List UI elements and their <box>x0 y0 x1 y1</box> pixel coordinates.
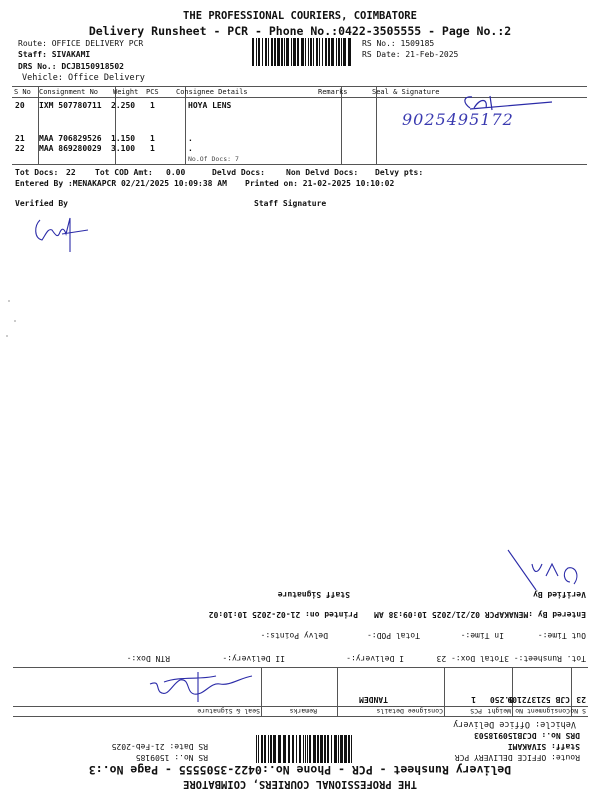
table-bottom-rule <box>12 164 587 165</box>
total-dox: Total Dox:- 23 <box>436 654 504 663</box>
scan-speck <box>6 335 8 337</box>
barcode-bar <box>299 735 301 763</box>
barcode <box>252 735 352 763</box>
table-top-rule <box>13 716 588 717</box>
cell-pcs: 1 <box>150 134 155 143</box>
cell-consignee: . <box>188 144 193 153</box>
runsheet-subtitle: Delivery Runsheet - PCR - Phone No.:0422-3505555 - Page No.:2 <box>88 24 512 38</box>
cell-sno: 20 <box>15 101 25 110</box>
barcode-bar <box>322 38 323 66</box>
ii-delivery: II Delivery:- <box>222 654 285 663</box>
barcode-bar <box>334 735 337 763</box>
cell-weight: 1.150 <box>111 134 136 143</box>
barcode-bar <box>252 38 254 66</box>
verified-by-label: Verified By <box>533 590 586 599</box>
col-header-consignment: Consignment No <box>515 707 570 715</box>
cell-sno: 23 <box>576 695 586 704</box>
barcode-bar <box>341 38 342 66</box>
barcode-bar <box>344 735 347 763</box>
rs-date: RS Date: 21-Feb-2025 <box>362 50 459 59</box>
barcode-bar <box>292 735 294 763</box>
barcode-bar <box>296 735 297 763</box>
cell-weight: 0.250 <box>489 695 514 704</box>
verifier-signature-mark <box>506 546 586 594</box>
col-header-consignee: Consignee Details <box>376 707 443 715</box>
verified-by-label: Verified By <box>15 199 68 208</box>
col-divider <box>261 668 262 716</box>
table-bottom-rule <box>13 667 588 668</box>
delvd-docs-label: Delvd Docs: <box>212 168 265 177</box>
col-header-remarks: Remarks <box>289 707 317 715</box>
cell-consignee: . <box>188 134 193 143</box>
barcode-bar <box>261 735 263 763</box>
barcode-bar <box>343 38 346 66</box>
staff-signature-label: Staff Signature <box>254 199 327 208</box>
col-header-consignment: Consignment No <box>39 88 99 96</box>
col-header-sno: S No <box>14 88 31 96</box>
cell-consignee: HOYA LENS <box>188 101 232 110</box>
col-header-sno: S No <box>570 707 586 715</box>
barcode-bar <box>319 38 320 66</box>
cell-pcs: 1 <box>471 695 476 704</box>
in-time: In Time:- <box>460 631 504 640</box>
cell-pcs: 1 <box>150 101 155 110</box>
printed-on: Printed on: 21-02-2025 10:10:02 <box>245 179 395 188</box>
out-time: Out Time:- <box>537 631 586 640</box>
barcode-bar <box>256 735 257 763</box>
staff-label: Staff: SIVAKAMI <box>507 742 580 751</box>
barcode-bar <box>288 735 290 763</box>
barcode-bar <box>293 38 296 66</box>
barcode-bar <box>258 735 259 763</box>
barcode-bar <box>291 38 292 66</box>
barcode-bar <box>273 735 276 763</box>
barcode-bar <box>264 735 266 763</box>
cell-consignment: CJB 521372109 <box>507 695 570 704</box>
barcode-bar <box>271 38 273 66</box>
col-header-seal-signature: Seal & Signature <box>372 88 440 96</box>
barcode-bar <box>278 735 281 763</box>
col-divider <box>341 87 342 164</box>
barcode-bar <box>331 735 332 763</box>
scan-speck <box>14 320 16 322</box>
non-delvd-docs-label: Non Delvd Docs: <box>286 168 359 177</box>
barcode-bar <box>303 735 304 763</box>
i-delivery: I Delivery:- <box>346 654 404 663</box>
barcode-bar <box>316 38 318 66</box>
vehicle-label: Vehicle: Office Delivery <box>22 73 145 83</box>
col-header-remarks: Remarks <box>318 88 348 96</box>
rs-number: RS No.: 1509185 <box>135 753 208 762</box>
cell-consignment: MAA 706829526 <box>39 134 102 143</box>
barcode-bar <box>283 735 286 763</box>
col-header-seal-signature: Seal & Signature <box>197 707 260 715</box>
barcode-bar <box>265 38 267 66</box>
tot-cod-value: 0.00 <box>166 168 186 177</box>
col-header-pcs: PCS <box>146 88 159 96</box>
drs-number: DRS No.: DCJB150918503 <box>474 731 580 740</box>
printed-on: Printed on: 21-02-2025 10:10:02 <box>208 610 358 619</box>
barcode-bar <box>262 38 263 66</box>
barcode-bar <box>305 735 306 763</box>
route-label: Route: OFFICE DELIVERY PCR <box>18 39 144 48</box>
no-of-docs: No.Of Docs: 7 <box>188 155 239 163</box>
runsheet-subtitle: Delivery Runsheet - PCR - Phone No.:0422-3505555 - Page No.:3 <box>88 763 512 777</box>
barcode-bar <box>256 38 257 66</box>
barcode-bar <box>320 735 323 763</box>
verifier-signature-mark <box>30 212 100 257</box>
tot-docs-value: 22 <box>66 168 76 177</box>
company-title: THE PROFESSIONAL COURIERS, COIMBATORE <box>183 778 417 790</box>
barcode-bar <box>268 735 269 763</box>
staff-label: Staff: SIVAKAMI <box>18 50 91 59</box>
entered-by: Entered By :MENAKAPCR 02/21/2025 10:09:38 AM <box>15 179 227 188</box>
cell-weight: 3.100 <box>111 144 136 153</box>
table-top-rule <box>12 86 587 87</box>
col-divider <box>185 87 186 164</box>
barcode-bar <box>317 735 319 763</box>
barcode-bar <box>284 38 285 66</box>
barcode-bar <box>307 735 308 763</box>
barcode-bar <box>328 38 330 66</box>
barcode-bar <box>305 38 306 66</box>
tot-docs-label: Tot Docs: <box>15 168 59 177</box>
delvy-points: Delvy Points:- <box>260 631 328 640</box>
barcode-bar <box>336 38 337 66</box>
barcode-bar <box>313 38 314 66</box>
col-header-weight: Weight <box>113 88 139 96</box>
barcode-bar <box>277 38 280 66</box>
barcode-bar <box>325 38 327 66</box>
entered-by: Entered By :MENAKAPCR 02/21/2025 10:09:38 AM <box>374 610 586 619</box>
col-header-weight: Weight <box>487 707 511 715</box>
route-label: Route: OFFICE DELIVERY PCR <box>454 753 580 762</box>
runsheet-page-3-inverted <box>0 545 600 800</box>
vehicle-label: Vehicle: Office Delivery <box>453 719 576 729</box>
col-divider <box>512 668 513 716</box>
col-header-consignee: Consignee Details <box>176 88 248 96</box>
barcode-bar <box>313 735 316 763</box>
cell-consignment: IXM 507780711 <box>39 101 102 110</box>
barcode-bar <box>297 38 299 66</box>
col-divider <box>444 668 445 716</box>
rtn-dox: RTN Dox:- <box>126 654 170 663</box>
barcode-bar <box>327 735 329 763</box>
tot-runsheet: Tot. Runsheet:- 3 <box>504 654 586 663</box>
cell-consignment: MAA 869280029 <box>39 144 102 153</box>
cell-sno: 22 <box>15 144 25 153</box>
total-pod: Total POD:- <box>367 631 420 640</box>
barcode-bar <box>309 735 311 763</box>
barcode-bar <box>310 38 312 66</box>
col-divider <box>376 87 377 164</box>
staff-signature-label: Staff Signature <box>277 590 350 599</box>
rs-date: RS Date: 21-Feb-2025 <box>111 742 208 751</box>
rs-number: RS No.: 1509185 <box>362 39 435 48</box>
scan-speck <box>8 300 10 302</box>
barcode-bar <box>348 38 351 66</box>
barcode <box>252 38 352 66</box>
company-title: THE PROFESSIONAL COURIERS, COIMBATORE <box>183 10 417 22</box>
barcode-bar <box>274 38 276 66</box>
cell-weight: 2.250 <box>111 101 136 110</box>
barcode-bar <box>324 735 326 763</box>
tot-cod-label: Tot COD Amt: <box>95 168 153 177</box>
barcode-bar <box>338 735 339 763</box>
barcode-bar <box>270 735 272 763</box>
recipient-signature-mark <box>140 668 260 706</box>
barcode-bar <box>286 38 289 66</box>
delvy-pts-label: Delvy pts: <box>375 168 424 177</box>
barcode-bar <box>281 38 283 66</box>
barcode-bar <box>268 38 269 66</box>
barcode-bar <box>340 735 343 763</box>
barcode-bar <box>308 38 310 66</box>
col-divider <box>337 668 338 716</box>
cell-sno: 21 <box>15 134 25 143</box>
cell-consignee: TANDEM <box>359 695 388 704</box>
barcode-bar <box>301 38 304 66</box>
cell-pcs: 1 <box>150 144 155 153</box>
barcode-bar <box>338 38 340 66</box>
barcode-bar <box>348 735 350 763</box>
barcode-bar <box>258 38 260 66</box>
barcode-bar <box>351 735 352 763</box>
barcode-bar <box>331 38 334 66</box>
drs-number: DRS No.: DCJB150918502 <box>18 62 124 71</box>
col-header-pcs: PCS <box>470 707 482 715</box>
handwritten-phone: 9025495172 <box>402 110 514 129</box>
